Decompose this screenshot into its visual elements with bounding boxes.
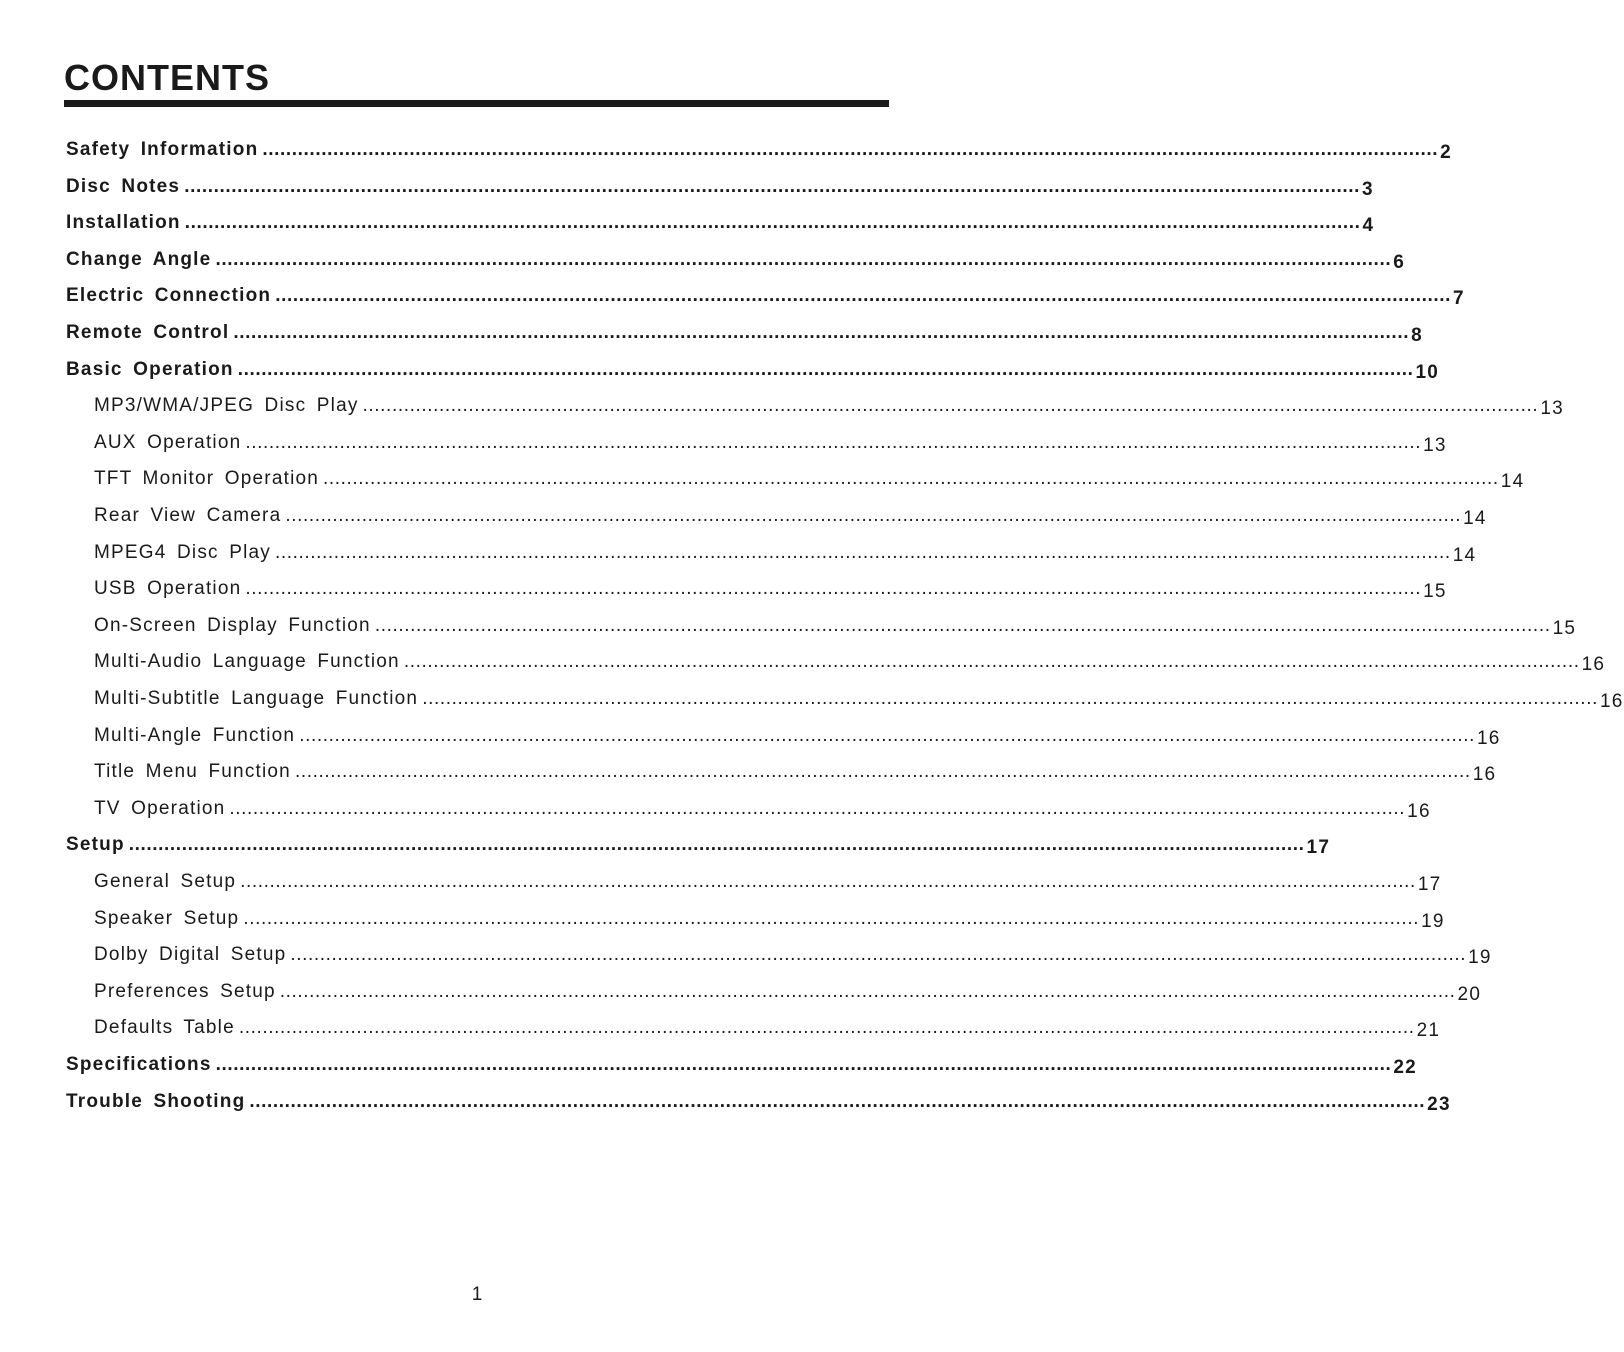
toc-entry-label: Disc Notes <box>66 176 181 197</box>
toc-entry <box>66 246 1405 274</box>
toc-entry-page: 13 <box>1423 435 1447 456</box>
toc-entry-page: 21 <box>1416 1020 1441 1041</box>
toc-entry <box>94 465 1525 493</box>
dot-leader: ........................................................................................................................................................................................................ <box>184 212 1361 233</box>
toc-entry-label: Remote Control <box>66 322 230 343</box>
toc-entry-page: 13 <box>1540 398 1564 419</box>
toc-entry <box>94 539 1477 567</box>
toc-entry <box>94 429 1447 457</box>
toc-entry-page: 22 <box>1393 1057 1417 1078</box>
toc-entry-label: Basic Operation <box>66 359 234 380</box>
toc-entry-label: Safety Information <box>66 139 259 160</box>
toc-entry <box>66 209 1375 237</box>
dot-leader: ........................................................................................................................................................................................................ <box>294 761 1471 782</box>
toc-entry-page: 2 <box>1440 142 1452 163</box>
toc-entry <box>94 1014 1441 1042</box>
toc-entry-page: 7 <box>1453 288 1465 309</box>
toc-entry-page: 4 <box>1362 215 1375 236</box>
toc-entry-page: 19 <box>1421 911 1445 932</box>
toc-entry <box>94 868 1442 896</box>
dot-leader: ........................................................................................................................................................................................................ <box>128 834 1305 855</box>
dot-leader: ........................................................................................................................................................................................................ <box>323 468 1499 489</box>
toc-entry-label: Trouble Shooting <box>66 1091 246 1112</box>
dot-leader: ........................................................................................................................................................................................................ <box>285 505 1462 526</box>
toc-entry-label: Multi-Audio Language Function <box>94 651 400 672</box>
dot-leader: ........................................................................................................................................................................................................ <box>275 285 1451 306</box>
toc-entry <box>94 648 1606 676</box>
dot-leader: ........................................................................................................................................................................................................ <box>374 615 1551 636</box>
toc-entry-page: 14 <box>1500 471 1525 492</box>
toc-entry-label: Defaults Table <box>94 1017 235 1038</box>
toc-entry <box>66 173 1374 201</box>
dot-leader: ........................................................................................................................................................................................................ <box>362 395 1539 416</box>
toc-entry-page: 16 <box>1476 728 1501 749</box>
toc-entry-label: Setup <box>66 834 125 855</box>
toc-entry <box>66 319 1423 347</box>
toc-entry-page: 16 <box>1472 764 1497 785</box>
dot-leader: ........................................................................................................................................................................................................ <box>215 249 1392 270</box>
toc-entry-label: MPEG4 Disc Play <box>94 542 271 563</box>
toc-entry <box>94 685 1624 713</box>
dot-leader: ........................................................................................................................................................................................................ <box>233 322 1410 343</box>
toc-entry-label: Installation <box>66 212 181 233</box>
dot-leader: ........................................................................................................................................................................................................ <box>422 688 1598 709</box>
toc-entry-label: Title Menu Function <box>94 761 291 782</box>
toc-entry-page: 20 <box>1457 984 1482 1005</box>
toc-entry-page: 10 <box>1415 362 1440 383</box>
toc-entry <box>94 758 1497 786</box>
dot-leader: ........................................................................................................................................................................................................ <box>237 359 1414 380</box>
toc-entry <box>94 795 1431 823</box>
toc-entry-label: Change Angle <box>66 249 212 270</box>
toc-entry <box>94 978 1482 1006</box>
toc-entry-label: General Setup <box>94 871 237 892</box>
toc-entry-page: 16 <box>1581 654 1606 675</box>
toc-entry <box>66 831 1331 859</box>
dot-leader: ........................................................................................................................................................................................................ <box>238 1017 1415 1038</box>
toc-entry-label: Specifications <box>66 1054 212 1075</box>
toc-entry-label: Dolby Digital Setup <box>94 944 287 965</box>
toc-entry <box>66 356 1440 384</box>
toc-entry <box>66 136 1452 164</box>
toc-entry <box>94 502 1487 530</box>
toc-entry-label: Rear View Camera <box>94 505 282 526</box>
toc-entry-page: 17 <box>1417 874 1442 895</box>
toc-entry-page: 14 <box>1452 545 1477 566</box>
toc-entry-label: TV Operation <box>94 798 226 819</box>
dot-leader: ........................................................................................................................................................................................................ <box>229 798 1406 819</box>
toc-entry-page: 15 <box>1552 618 1577 639</box>
toc-entry <box>94 722 1501 750</box>
toc-entry <box>66 1051 1417 1079</box>
toc-entry-page: 14 <box>1463 508 1487 529</box>
dot-leader: ........................................................................................................................................................................................................ <box>279 981 1456 1002</box>
dot-leader: ........................................................................................................................................................................................................ <box>245 578 1422 599</box>
toc-entry <box>94 941 1492 969</box>
toc-entry-label: Electric Connection <box>66 285 272 306</box>
toc-entry-label: AUX Operation <box>94 432 242 453</box>
toc-entry-label: TFT Monitor Operation <box>94 468 320 489</box>
dot-leader: ........................................................................................................................................................................................................ <box>299 725 1475 746</box>
toc-entry-page: 6 <box>1393 252 1405 273</box>
page-number: 1 <box>471 1284 483 1305</box>
toc-entry-label: Multi-Angle Function <box>94 725 296 746</box>
toc-entry-page: 17 <box>1306 837 1331 858</box>
dot-leader: ........................................................................................................................................................................................................ <box>245 432 1422 453</box>
toc-entry-label: Preferences Setup <box>94 981 276 1002</box>
toc-entry <box>94 392 1564 420</box>
dot-leader: ........................................................................................................................................................................................................ <box>184 176 1360 197</box>
page-title: CONTENTS <box>64 57 270 98</box>
dot-leader: ........................................................................................................................................................................................................ <box>274 542 1451 563</box>
toc-entry <box>94 905 1445 933</box>
dot-leader: ........................................................................................................................................................................................................ <box>290 944 1467 965</box>
dot-leader: ........................................................................................................................................................................................................ <box>240 871 1416 892</box>
dot-leader: ........................................................................................................................................................................................................ <box>215 1054 1392 1075</box>
toc-entry-label: On-Screen Display Function <box>94 615 371 636</box>
dot-leader: ........................................................................................................................................................................................................ <box>243 908 1420 929</box>
toc-entry <box>66 1088 1451 1116</box>
toc-entry-label: Speaker Setup <box>94 908 240 929</box>
dot-leader: ........................................................................................................................................................................................................ <box>262 139 1439 160</box>
toc-entry-page: 23 <box>1427 1094 1451 1115</box>
toc-entry-label: Multi-Subtitle Language Function <box>94 688 419 709</box>
toc-entry-page: 16 <box>1407 801 1431 822</box>
toc-entry-page: 8 <box>1411 325 1423 346</box>
toc-entry-label: MP3/WMA/JPEG Disc Play <box>94 395 359 416</box>
toc-entry-label: USB Operation <box>94 578 242 599</box>
toc-entry-page: 19 <box>1468 947 1492 968</box>
toc-entry <box>66 282 1465 310</box>
toc-entry-page: 3 <box>1361 179 1374 200</box>
toc-entry-page: 16 <box>1599 691 1624 712</box>
toc-entry <box>94 575 1447 603</box>
dot-leader: ........................................................................................................................................................................................................ <box>249 1091 1426 1112</box>
dot-leader: ........................................................................................................................................................................................................ <box>403 651 1580 672</box>
toc-entry-page: 15 <box>1423 581 1447 602</box>
toc-entry <box>94 612 1577 640</box>
